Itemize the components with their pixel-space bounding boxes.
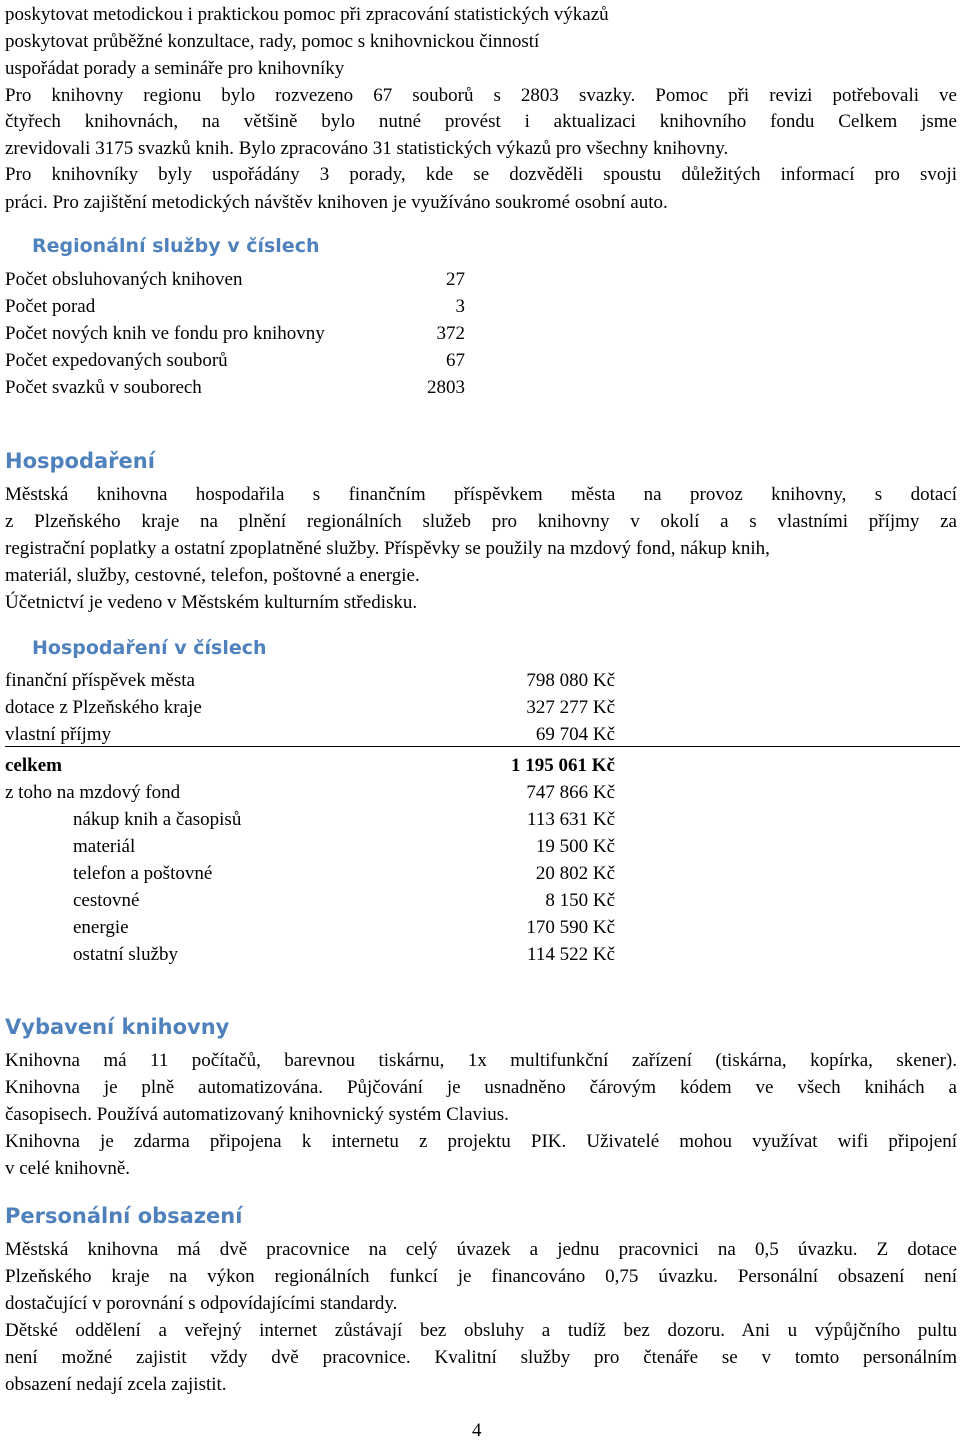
row-label: Počet expedovaných souborů bbox=[5, 350, 228, 371]
row-label: cestovné bbox=[73, 890, 140, 911]
intro-line: poskytovat metodickou i praktickou pomoc při zpracování statistických výkazů bbox=[5, 4, 609, 25]
economy-line: materiál, služby, cestovné, telefon, poštovné a energie. bbox=[5, 565, 420, 586]
row-label: finanční příspěvek města bbox=[5, 670, 195, 691]
staff-heading: Personální obsazení bbox=[5, 1204, 243, 1228]
staff-line: Městská knihovna má dvě pracovnice na celý úvazek a jednu pracovnici na 0,5 úvazku. Z dotace bbox=[5, 1239, 957, 1260]
row-value: 2803 bbox=[427, 377, 465, 398]
staff-line: obsazení nedají zcela zajistit. bbox=[5, 1374, 227, 1395]
row-value: 114 522 Kč bbox=[527, 944, 615, 965]
row-value: 3 bbox=[455, 296, 465, 317]
total-value: 1 195 061 Kč bbox=[511, 755, 615, 776]
equipment-line: Knihovna má 11 počítačů, barevnou tiskárnu, 1x multifunkční zařízení (tiskárna, kopírka, skener). bbox=[5, 1050, 957, 1071]
equipment-line: Knihovna je zdarma připojena k internetu z projektu PIK. Uživatelé mohou využívat wifi připojení bbox=[5, 1131, 957, 1152]
row-value: 327 277 Kč bbox=[526, 697, 615, 718]
economy-line: z Plzeňského kraje na plnění regionálních služeb pro knihovny v okolí a s vlastními příjmy za bbox=[5, 511, 957, 532]
row-value: 113 631 Kč bbox=[527, 809, 615, 830]
intro-line: práci. Pro zajištění metodických návštěv knihoven je využíváno soukromé osobní auto. bbox=[5, 192, 668, 213]
intro-line: poskytovat průběžné konzultace, rady, pomoc s knihovnickou činností bbox=[5, 31, 540, 52]
row-label: ostatní služby bbox=[73, 944, 179, 965]
staff-line: Dětské oddělení a veřejný internet zůstávají bez obsluhy a tudíž bez dozoru. Ani u výpůjčního pultu bbox=[5, 1320, 957, 1341]
row-label: materiál bbox=[73, 836, 136, 857]
row-value: 69 704 Kč bbox=[535, 724, 615, 745]
row-label: Počet svazků v souborech bbox=[5, 377, 202, 398]
row-label: nákup knih a časopisů bbox=[73, 809, 242, 830]
staff-line: dostačující v porovnání s odpovídajícími standardy. bbox=[5, 1293, 398, 1314]
equipment-heading: Vybavení knihovny bbox=[5, 1015, 230, 1039]
economy-numbers-heading: Hospodaření v číslech bbox=[32, 637, 267, 659]
sum-divider bbox=[5, 746, 960, 747]
row-value: 67 bbox=[446, 350, 465, 371]
row-label: Počet porad bbox=[5, 296, 96, 317]
row-label: z toho na mzdový fond bbox=[5, 782, 181, 803]
total-label: celkem bbox=[5, 755, 62, 776]
page-number: 4 bbox=[472, 1420, 482, 1441]
regional-heading: Regionální služby v číslech bbox=[32, 235, 320, 257]
row-label: Počet obsluhovaných knihoven bbox=[5, 269, 243, 290]
row-value: 372 bbox=[436, 323, 465, 344]
row-value: 19 500 Kč bbox=[535, 836, 615, 857]
economy-heading: Hospodaření bbox=[5, 449, 155, 473]
row-label: telefon a poštovné bbox=[73, 863, 213, 884]
equipment-line: časopisech. Používá automatizovaný knihovnický systém Clavius. bbox=[5, 1104, 509, 1125]
staff-line: Plzeňského kraje na výkon regionálních funkcí je financováno 0,75 úvazku. Personální obsazení není bbox=[5, 1266, 957, 1287]
equipment-line: Knihovna je plně automatizována. Půjčování je usnadněno čárovým kódem ve všech knihách a bbox=[5, 1077, 957, 1098]
intro-line: Pro knihovny regionu bylo rozvezeno 67 souborů s 2803 svazky. Pomoc při revizi potřebovali ve bbox=[5, 85, 957, 106]
row-value: 170 590 Kč bbox=[526, 917, 615, 938]
economy-line: Účetnictví je vedeno v Městském kulturním středisku. bbox=[5, 592, 418, 613]
row-label: energie bbox=[73, 917, 129, 938]
row-value: 798 080 Kč bbox=[526, 670, 615, 691]
economy-line: registrační poplatky a ostatní zpoplatněné služby. Příspěvky se použily na mzdový fond, nákup knih, bbox=[5, 538, 770, 559]
economy-line: Městská knihovna hospodařila s finančním příspěvkem města na provoz knihovny, s dotací bbox=[5, 484, 957, 505]
equipment-line: v celé knihovně. bbox=[5, 1158, 131, 1179]
staff-line: není možné zajistit vždy dvě pracovnice. Kvalitní služby pro čtenáře se v tomto personálním bbox=[5, 1347, 957, 1368]
intro-line: čtyřech knihovnách, na většině bylo nutné provést i aktualizaci knihovního fondu Celkem jsme bbox=[5, 111, 957, 132]
row-value: 8 150 Kč bbox=[545, 890, 615, 911]
row-value: 27 bbox=[446, 269, 465, 290]
row-label: vlastní příjmy bbox=[5, 724, 112, 745]
row-label: Počet nových knih ve fondu pro knihovny bbox=[5, 323, 325, 344]
row-value: 747 866 Kč bbox=[526, 782, 615, 803]
row-value: 20 802 Kč bbox=[535, 863, 615, 884]
intro-line: zrevidovali 3175 svazků knih. Bylo zpracováno 31 statistických výkazů pro všechny knihovny. bbox=[5, 138, 729, 159]
row-label: dotace z Plzeňského kraje bbox=[5, 697, 202, 718]
intro-line: uspořádat porady a semináře pro knihovníky bbox=[5, 58, 345, 79]
intro-line: Pro knihovníky byly uspořádány 3 porady, kde se dozvěděli spoustu důležitých informací pro svoji bbox=[5, 164, 957, 185]
